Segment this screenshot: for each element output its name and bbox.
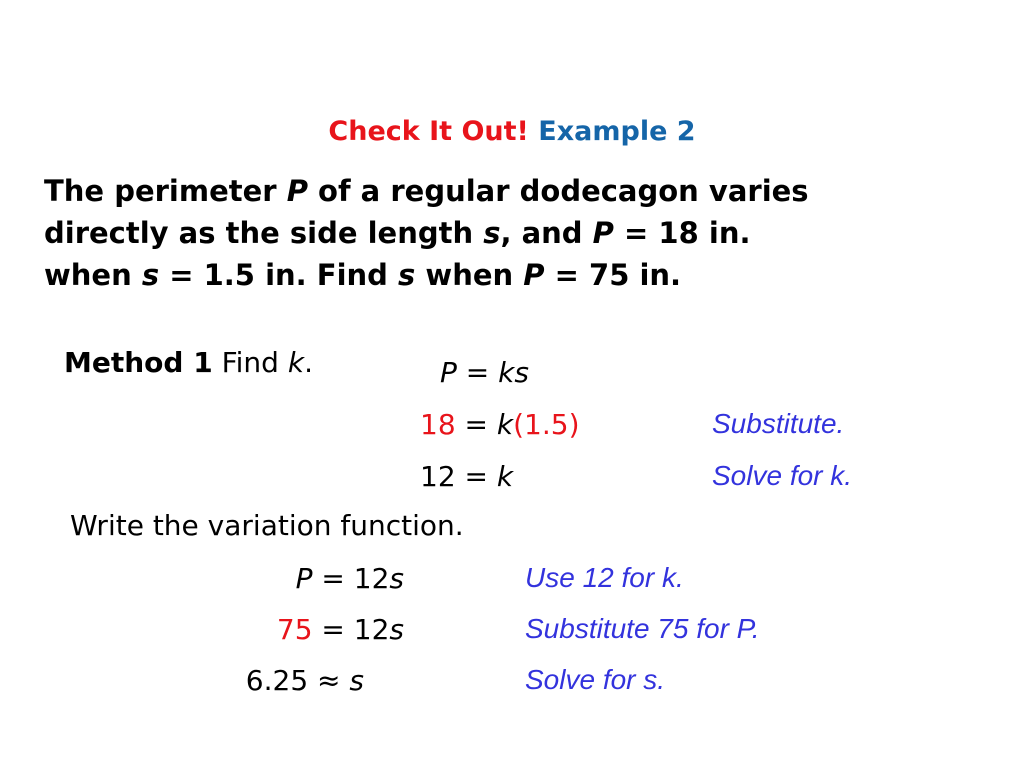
problem-line-3	[44, 254, 809, 296]
var-p: P	[592, 216, 614, 250]
var-k: k	[496, 460, 514, 493]
problem-line-1	[44, 170, 809, 212]
equation-75-eq-12s	[277, 613, 404, 646]
value-1-5: (1.5)	[513, 408, 580, 441]
text: .	[304, 346, 313, 379]
text: , and	[500, 216, 593, 250]
note-substitute: Substitute.	[712, 408, 845, 439]
equation-p-eq-12s	[296, 562, 404, 595]
var-s: s	[349, 664, 364, 697]
text: = 12	[312, 613, 390, 646]
example-label: Example 2	[538, 116, 696, 147]
text: = 18 in.	[613, 216, 751, 250]
text: = 1.5 in. Find	[159, 258, 399, 292]
method-1-heading	[64, 346, 313, 379]
text: when	[44, 258, 142, 292]
slide-title	[0, 116, 1024, 147]
var-p: P	[295, 562, 313, 595]
problem-line-2	[44, 212, 809, 254]
text: of a regular dodecagon varies	[307, 174, 809, 208]
value-75: 75	[276, 613, 313, 646]
value-18: 18	[420, 408, 456, 441]
var-k: k	[287, 346, 305, 379]
text: = 75 in.	[544, 258, 682, 292]
var-s: s	[398, 258, 416, 292]
var-s: s	[389, 562, 404, 595]
var-p: P	[286, 174, 308, 208]
equation-solution	[246, 664, 364, 697]
text: when	[415, 258, 524, 292]
var-s: s	[483, 216, 501, 250]
text: =	[456, 356, 499, 389]
text: Find	[212, 346, 288, 379]
equation-p-eq-ks	[440, 356, 529, 389]
equation-solve-k	[420, 460, 513, 493]
text: 6.25 ≈	[245, 664, 350, 697]
var-p: P	[440, 356, 457, 389]
expr-ks: ks	[498, 356, 529, 389]
note-use-12: Use 12 for k.	[525, 562, 684, 593]
text: = 12	[312, 562, 390, 595]
text: 12 =	[420, 460, 497, 493]
text: The perimeter	[44, 174, 287, 208]
var-k: k	[496, 408, 514, 441]
problem-statement	[44, 170, 809, 296]
method-label: Method 1	[64, 346, 213, 379]
note-solve-s: Solve for s.	[525, 664, 666, 695]
var-s: s	[141, 258, 160, 292]
equation-substitute	[420, 408, 580, 441]
var-s: s	[389, 613, 404, 646]
note-solve-k: Solve for k.	[712, 460, 853, 491]
text: directly as the side length	[44, 216, 484, 250]
note-substitute-75: Substitute 75 for P.	[525, 613, 760, 644]
text: =	[455, 408, 497, 441]
check-it-out-label: Check It Out!	[328, 116, 529, 147]
var-p: P	[523, 258, 545, 292]
write-variation-heading: Write the variation function.	[70, 509, 464, 542]
